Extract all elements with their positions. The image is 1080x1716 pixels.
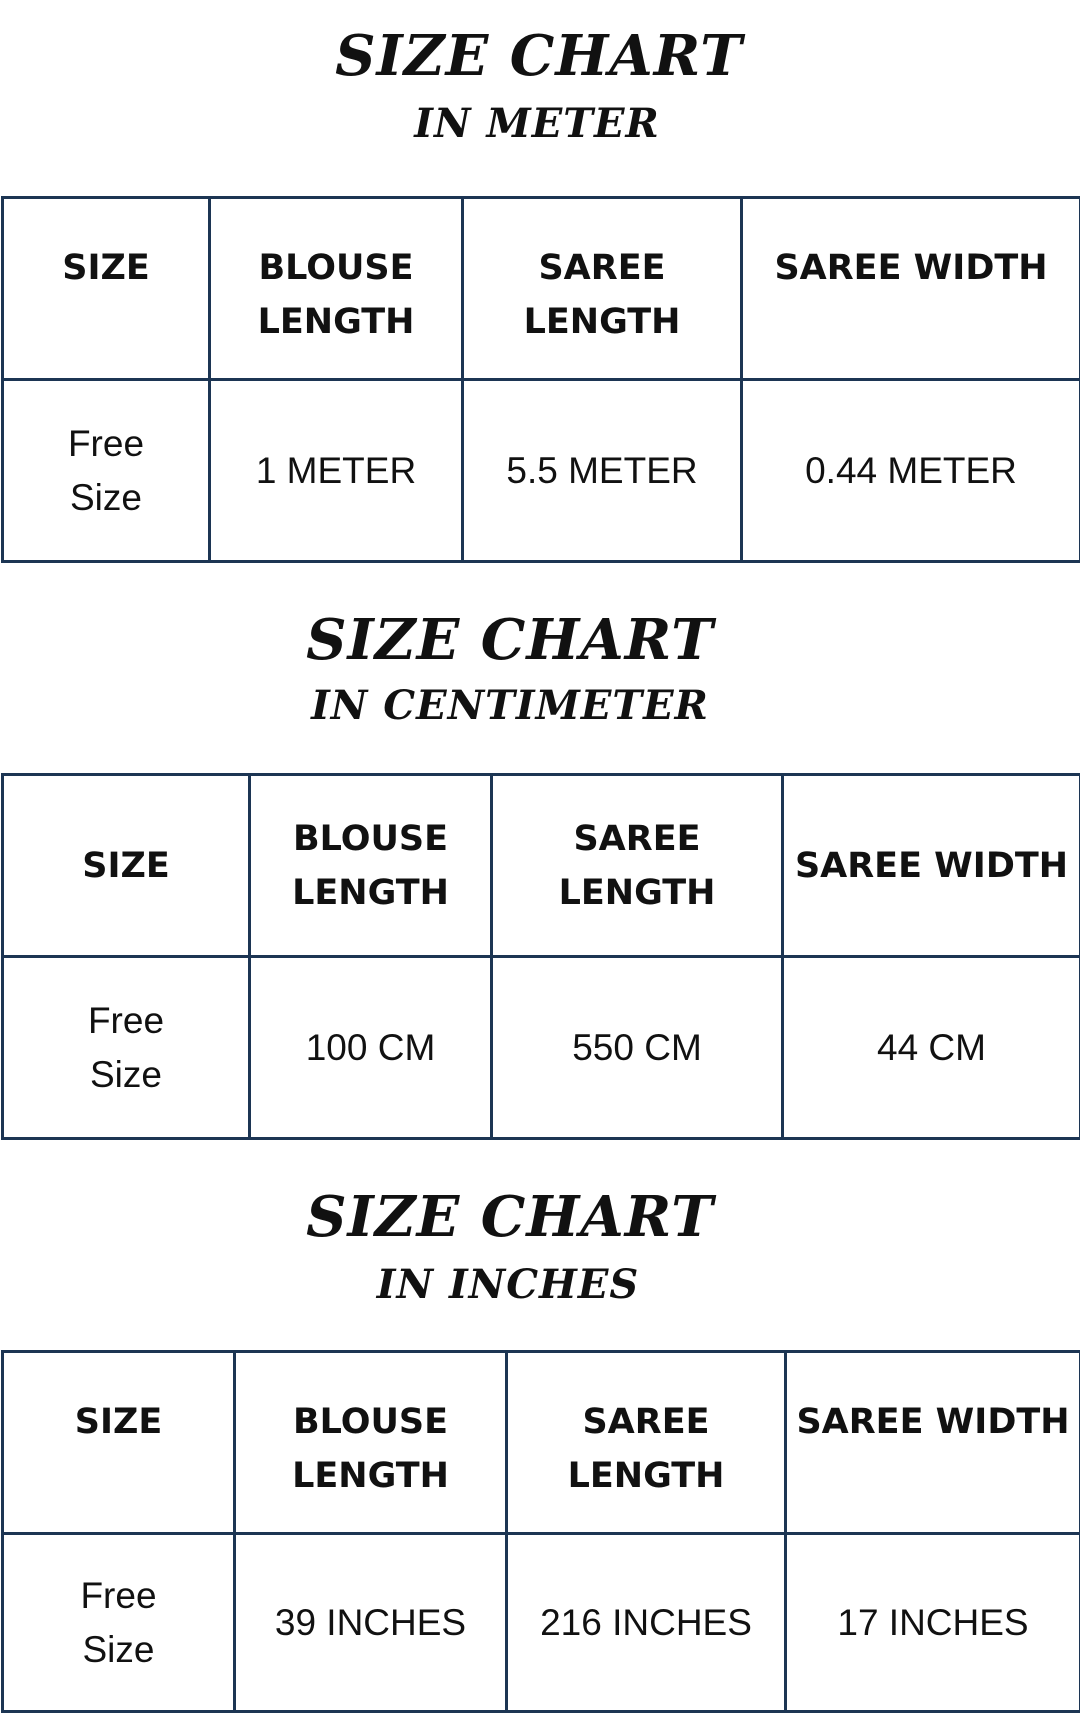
table-header-row (3, 198, 1080, 380)
header-blouse-length: BLOUSE LENGTH (235, 1352, 507, 1534)
cell-blouse-length: 1 METER (210, 380, 463, 562)
cell-blouse-length: 100 CM (250, 957, 492, 1139)
header-saree-width: SAREE WIDTH (783, 775, 1080, 957)
chart-subtitle: IN CENTIMETER (311, 682, 709, 729)
header-saree-length: SAREE LENGTH (492, 775, 783, 957)
header-saree-width: SAREE WIDTH (742, 198, 1080, 380)
header-saree-length: SAREE LENGTH (507, 1352, 786, 1534)
table-row (3, 957, 1080, 1139)
table-header-row (3, 1352, 1080, 1534)
cell-saree-length: 550 CM (492, 957, 783, 1139)
header-size: SIZE (3, 1352, 235, 1534)
cell-size: Free Size (3, 957, 250, 1139)
cell-saree-length: 216 INCHES (507, 1534, 786, 1712)
cell-saree-width: 0.44 METER (742, 380, 1080, 562)
header-blouse-length: BLOUSE LENGTH (250, 775, 492, 957)
cell-size: Free Size (3, 1534, 235, 1712)
cell-saree-width: 44 CM (783, 957, 1080, 1139)
cell-saree-width: 17 INCHES (786, 1534, 1080, 1712)
size-table-centimeter (1, 773, 1080, 1140)
chart-subtitle: IN INCHES (376, 1261, 640, 1308)
chart-title: SIZE CHART (306, 1184, 714, 1250)
cell-blouse-length: 39 INCHES (235, 1534, 507, 1712)
header-saree-width: SAREE WIDTH (786, 1352, 1080, 1534)
table-row (3, 1534, 1080, 1712)
size-table-inches (1, 1350, 1080, 1713)
cell-saree-length: 5.5 METER (463, 380, 742, 562)
chart-subtitle: IN METER (414, 100, 660, 147)
chart-title: SIZE CHART (335, 23, 743, 89)
table-row (3, 380, 1080, 562)
header-size: SIZE (3, 775, 250, 957)
size-table-meter (1, 196, 1080, 563)
chart-title: SIZE CHART (306, 607, 714, 673)
header-size: SIZE (3, 198, 210, 380)
header-blouse-length: BLOUSE LENGTH (210, 198, 463, 380)
header-saree-length: SAREE LENGTH (463, 198, 742, 380)
table-header-row (3, 775, 1080, 957)
cell-size: Free Size (3, 380, 210, 562)
